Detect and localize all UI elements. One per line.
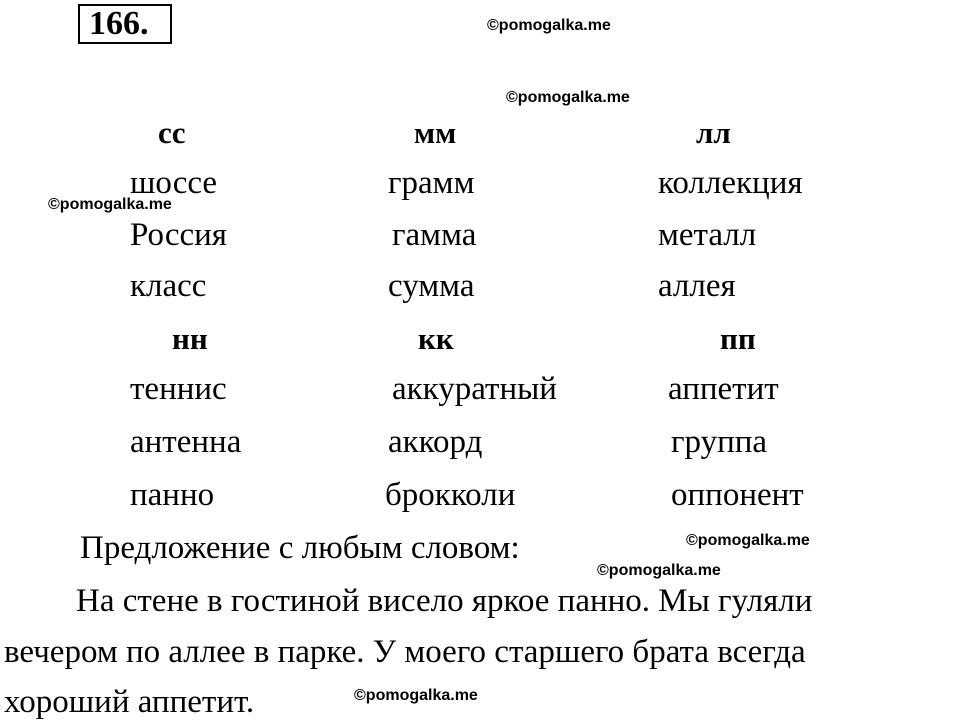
word: шоссе (130, 165, 218, 201)
group-header: нн (172, 321, 208, 356)
word: аккуратный (392, 371, 557, 407)
word: аппетит (668, 371, 779, 407)
word: грамм (388, 165, 475, 201)
paragraph-line: хороший аппетит. (4, 684, 255, 720)
group-header: лл (696, 115, 731, 150)
word: панно (130, 477, 215, 513)
word: группа (671, 424, 768, 460)
word: оппонент (671, 477, 804, 513)
word: коллекция (658, 165, 803, 201)
group-header: сс (158, 115, 186, 150)
word: аккорд (388, 424, 483, 460)
word: теннис (130, 371, 227, 407)
word: брокколи (385, 477, 516, 513)
group-header: мм (414, 115, 457, 150)
watermark: ©pomogalka.me (597, 562, 721, 579)
word: металл (658, 217, 757, 253)
group-header: пп (720, 321, 756, 356)
task-number-box (78, 4, 172, 44)
watermark: ©pomogalka.me (506, 89, 630, 106)
watermark: ©pomogalka.me (48, 196, 172, 213)
word: антенна (130, 424, 242, 460)
word: аллея (658, 268, 736, 304)
word: гамма (392, 217, 477, 253)
watermark: ©pomogalka.me (686, 532, 810, 549)
word: класс (130, 268, 207, 304)
watermark: ©pomogalka.me (487, 17, 611, 34)
word: Россия (130, 217, 227, 253)
paragraph-line: На стене в гостиной висело яркое панно. Мы гуляли (76, 583, 813, 619)
watermark: ©pomogalka.me (354, 687, 478, 704)
paragraph-line: вечером по аллее в парке. У моего старшего брата всегда (4, 634, 806, 670)
word: сумма (388, 268, 475, 304)
task-number: 166. (89, 5, 149, 42)
sentence-heading: Предложение с любым словом: (80, 530, 520, 566)
group-header: кк (418, 321, 454, 356)
